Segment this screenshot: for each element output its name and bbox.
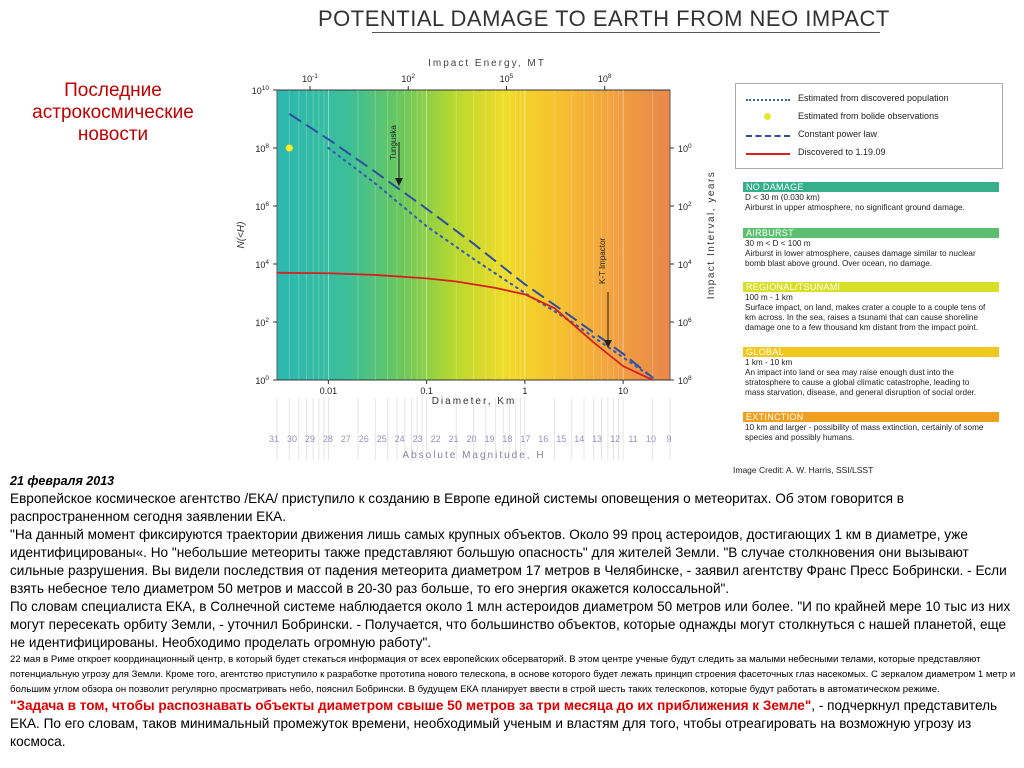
- magnitude-tick-label: 26: [358, 434, 369, 444]
- left-tick-label: $10^8$: [255, 143, 269, 154]
- bottom-tick-label: 0.1: [420, 386, 433, 396]
- magnitude-tick-label: 15: [556, 434, 567, 444]
- zone-global: GLOBAL 1 km - 10 km An impact into land or sea may raise enough dust into the stratosphere to cause a global climatic catastrophe, leading to mass starvation, disease, and general disruption of social order.: [743, 347, 1001, 398]
- tunguska-label: Tunguska: [389, 125, 398, 160]
- magnitude-tick-label: 24: [394, 434, 405, 444]
- right-tick-label: $10^4$: [678, 259, 692, 270]
- article-quote-continuation: , - подчеркнул представитель ЕКА. По его словам, таков минимальный промежуток времени, необходимый ученым и властям для того, чтобы отреагировать на возможную угрозу из космоса.: [10, 698, 998, 749]
- magnitude-ticks: [269, 434, 672, 444]
- magnitude-tick-label: 19: [484, 434, 495, 444]
- bottom-tick-label: 10: [618, 386, 629, 396]
- left-tick-label: $10^0$: [255, 375, 269, 386]
- top-axis-label: Impact Energy, MT: [428, 58, 546, 69]
- bottom-tick-label: 0.01: [319, 386, 338, 396]
- article-body: [10, 472, 1016, 751]
- article-paragraph-3: По словам специалиста ЕКА, в Солнечной системе наблюдается около 1 млн астероидов диаметром 50 метров или более. "И по крайней мере 10 тыс из них могут пересекать орбиту Земли, - уточнил Бобрински. - Получается, что большинство объектов, которые однажды могут столкнуться с нашей планетой, еще не идентифицированы. Необходимо проделать огромную работу".: [10, 599, 1011, 650]
- magnitude-tick-label: 23: [412, 434, 423, 444]
- left-axis-ticks: [252, 85, 277, 386]
- magnitude-tick-label: 17: [520, 434, 531, 444]
- top-tick-label: $10^2$: [401, 73, 416, 84]
- magnitude-tick-label: 9: [666, 434, 672, 444]
- magnitude-tick-label: 30: [286, 434, 297, 444]
- top-tick-label: $10^5$: [499, 73, 514, 84]
- left-tick-label: $10^4$: [255, 259, 269, 270]
- magnitude-tick-label: 31: [268, 434, 280, 444]
- dotted-line-icon: [746, 99, 790, 101]
- yellow-dot-icon: [764, 113, 771, 120]
- red-line-icon: [746, 153, 790, 155]
- neo-impact-chart: [232, 52, 1002, 475]
- magnitude-tick-label: 29: [304, 434, 315, 444]
- bottom-axis-ticks: [320, 380, 629, 396]
- title-underline: [372, 32, 880, 33]
- dashed-line-icon: [746, 135, 790, 137]
- right-tick-label: $10^0$: [678, 143, 692, 154]
- side-heading-line-3: новости: [77, 124, 149, 145]
- top-tick-label: $10^{-1}$: [302, 73, 318, 84]
- magnitude-tick-label: 20: [466, 434, 477, 444]
- magnitude-axis-label: Absolute Magnitude, H: [402, 450, 546, 461]
- right-axis-ticks: [670, 143, 692, 386]
- right-axis-label: Impact Interval, years: [706, 170, 717, 300]
- article-paragraph-5: [10, 697, 1016, 751]
- legend: Estimated from discovered population Estimated from bolide observations Constant power law Discovered to 1.19.09: [735, 83, 1003, 169]
- zone-extinction: EXTINCTION 10 km and larger - possibility of mass extinction, certainly of some species and possibly humans.: [743, 412, 1001, 443]
- magnitude-tick-label: 28: [322, 434, 333, 444]
- top-tick-label: $10^8$: [597, 73, 612, 84]
- magnitude-tick-label: 10: [646, 434, 657, 444]
- left-tick-label: $10^6$: [255, 201, 269, 212]
- magnitude-tick-label: 16: [538, 434, 549, 444]
- page-title: POTENTIAL DAMAGE TO EARTH FROM NEO IMPACT: [318, 6, 890, 31]
- article-paragraph-1: Европейское космическое агентство /ЕКА/ приступило к созданию в Европе единой системы оповещения о метеоритах. Об этом говорится в распространенном сегодня заявлении ЕКА.: [10, 491, 905, 524]
- right-tick-label: $10^8$: [678, 375, 692, 386]
- bolide-point: [286, 145, 293, 152]
- magnitude-tick-label: 21: [448, 434, 459, 444]
- kt-impactor-label: K-T Impactor: [598, 237, 607, 284]
- article-date: 21 февраля 2013: [10, 474, 115, 488]
- article-quote: "Задача в том, чтобы распознавать объекты диаметром свыше 50 метров за три месяца до их приближения к Земле": [10, 698, 812, 713]
- article-paragraph-4: 22 мая в Риме откроет координационный центр, в который будет стекаться информация от всех европейских обсерваторий. В этом центре ученые будут следить за малыми небесными телами, которые представляют потенциальную угрозу для Земли. Кроме того, агентство приступило к разработке прототипа нового телескопа, в основе которого будет лежать принцип строения фасеточных глаз насекомых. С зеркалом диаметром 1 метр и большим углом обзора он позволит регулярно просматривать небо, пояснил Бобрински. В будущем ЕКА планирует ввести в строй шесть таких телескопов, которые будут работать в автоматическом режиме.: [10, 654, 1016, 695]
- zone-airburst: AIRBURST 30 m < D < 100 m Airburst in lower atmosphere, causes damage similar to nuclear bomb blast above ground. Over ocean, no damage.: [743, 228, 1001, 269]
- magnitude-tick-label: 12: [610, 434, 621, 444]
- magnitude-tick-label: 27: [340, 434, 351, 444]
- magnitude-tick-label: 18: [502, 434, 513, 444]
- side-heading[interactable]: [10, 80, 216, 146]
- right-tick-label: $10^6$: [678, 317, 692, 328]
- magnitude-tick-label: 25: [376, 434, 387, 444]
- left-axis-label: N(<H): [236, 221, 247, 249]
- side-heading-line-1: Последние: [64, 80, 162, 101]
- right-tick-label: $10^2$: [678, 201, 692, 212]
- zone-regional-tsunami: REGIONAL/TSUNAMI 100 m - 1 km Surface impact, on land, makes crater a couple to a couple tens of km across. In the sea, raises a tsunami that can cause shoreline damage one to a few thousand km distant from the impact point.: [743, 282, 1001, 333]
- image-credit: Image Credit: A. W. Harris, SSI/LSST: [733, 465, 874, 475]
- magnitude-tick-label: 14: [574, 434, 585, 444]
- article-paragraph-2: "На данный момент фиксируются траектории движения лишь самых крупных объектов. Около 99 проц астероидов, достигающих 1 км в диаметре, уже идентифицированы«. Но "небольшие метеориты также представляют большую опасность" для жителей Земли. "В случае столкновения они вызывают сильные разрушения. Вы видели последствия от падения метеорита диаметром 17 метров в Челябинске, - заявил агентству Франс Пресс Бобрински. - Если взять небесное тело диаметром 50 метров и массой в 20-30 раз больше, то его энергия окажется колоссальной".: [10, 527, 1007, 596]
- side-heading-line-2: астрокосмические: [32, 102, 194, 123]
- left-tick-label: $10^2$: [255, 317, 269, 328]
- magnitude-tick-label: 22: [430, 434, 441, 444]
- zone-no-damage: NO DAMAGE D < 30 m (0.030 km) Airburst in upper atmosphere, no significant ground damage.: [743, 182, 1001, 213]
- top-axis-ticks: [302, 73, 612, 90]
- magnitude-tick-label: 11: [628, 434, 638, 444]
- left-tick-label: $10^{10}$: [251, 85, 269, 96]
- bottom-tick-label: 1: [522, 386, 528, 396]
- magnitude-tick-label: 13: [592, 434, 603, 444]
- bottom-axis-label: Diameter, Km: [431, 396, 517, 407]
